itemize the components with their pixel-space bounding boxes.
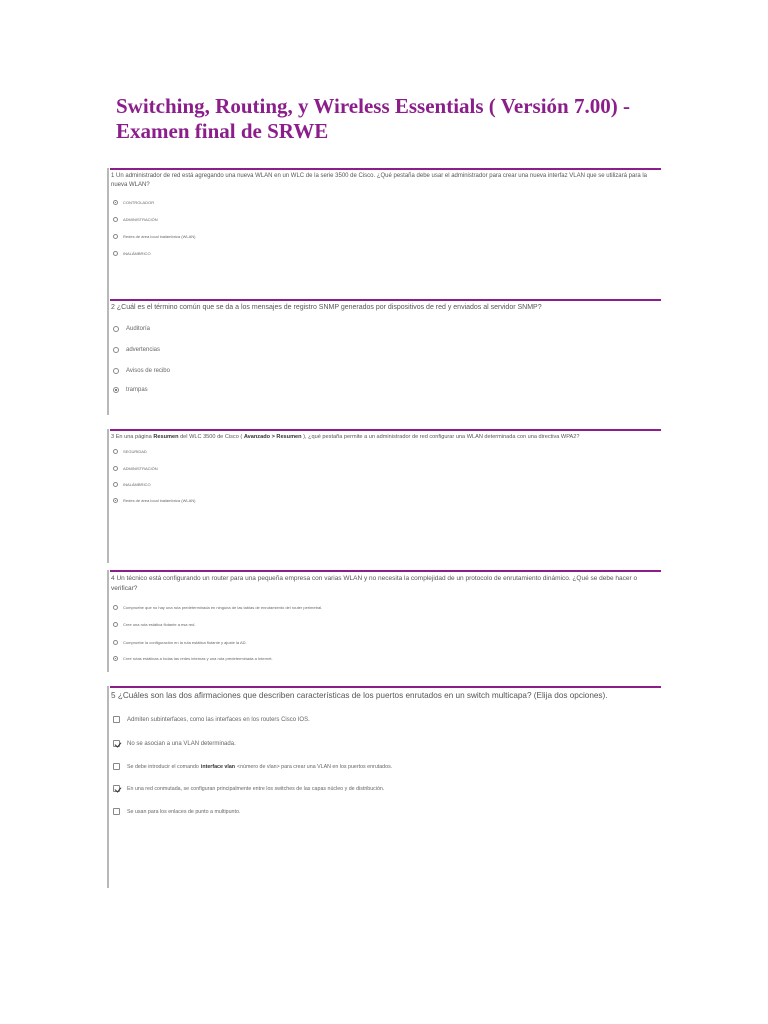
answer-option[interactable] xyxy=(113,740,236,747)
answer-option[interactable] xyxy=(113,326,150,332)
question-number: 5 xyxy=(111,691,116,700)
answer-option[interactable] xyxy=(113,200,154,205)
radio-button-selected[interactable] xyxy=(113,200,118,205)
checkbox-checked[interactable] xyxy=(113,785,120,792)
answer-label: Admiten subinterfaces, como las interfaces en los routers Cisco IOS. xyxy=(127,716,310,723)
answer-label: INALÁMBRICO xyxy=(123,251,151,256)
question-stem-part: ), ¿qué pestaña permite a un administrador de red configurar una WLAN determinada con una directiva WPA2? xyxy=(301,434,580,440)
checkbox-checked[interactable] xyxy=(113,740,120,747)
radio-button[interactable] xyxy=(113,466,118,471)
answer-option[interactable] xyxy=(113,466,158,471)
question-2 xyxy=(107,299,661,415)
question-stem: ¿Cuál es el término común que se da a los mensajes de registro SNMP generados por dispositivos de red y enviados al servidor SNMP? xyxy=(116,304,542,311)
question-text xyxy=(111,690,659,702)
answer-option[interactable] xyxy=(113,449,147,454)
question-number: 3 xyxy=(111,434,115,440)
radio-button[interactable] xyxy=(113,482,118,487)
question-stem: Un técnico está configurando un router para una pequeña empresa con varias WLAN y no necesita la complejidad de un protocolo de enrutamiento dinámico. ¿Qué se debe hacer o verificar? xyxy=(111,575,638,592)
answer-label: trampas xyxy=(126,387,148,393)
answer-option[interactable] xyxy=(113,498,195,503)
document-title xyxy=(116,94,676,144)
answer-label: CONTROLADOR xyxy=(123,200,155,205)
question-top-rule xyxy=(110,168,661,170)
question-text xyxy=(111,574,659,594)
answer-option[interactable] xyxy=(113,763,392,770)
question-left-rule xyxy=(107,168,109,304)
answer-label: Avisos de recibo xyxy=(126,368,170,374)
question-5 xyxy=(107,686,661,888)
radio-button[interactable] xyxy=(113,347,119,353)
answer-label-bold: interface vlan xyxy=(200,763,236,770)
checkbox[interactable] xyxy=(113,808,120,815)
document-title-line-2: Examen final de SRWE xyxy=(116,119,329,143)
question-top-rule xyxy=(110,686,661,688)
answer-label: No se asocian a una VLAN determinada. xyxy=(127,740,236,747)
answer-label: ADMINISTRACIÓN xyxy=(123,217,158,222)
checkbox[interactable] xyxy=(113,763,120,770)
question-stem: Un administrador de red está agregando una nueva WLAN en un WLC de la serie 3500 de Cisco. ¿Qué pestaña debe usar el administrador para crear una nueva interfaz VLAN que se utilizará para la nueva WLAN? xyxy=(111,173,647,188)
answer-option[interactable] xyxy=(113,387,148,393)
answer-label: Compruebe la configuración en la ruta estática flotante y ajuste la AD. xyxy=(123,640,247,645)
question-1 xyxy=(107,168,661,304)
answer-option[interactable] xyxy=(113,808,240,815)
radio-button[interactable] xyxy=(113,251,118,256)
question-stem: ¿Cuáles son las dos afirmaciones que describen características de los puertos enrutados en un switch multicapa? (Elija dos opciones). xyxy=(117,691,608,700)
question-stem-part: En una página xyxy=(115,434,154,440)
answer-option[interactable] xyxy=(113,785,384,792)
answer-label: SEGURIDAD xyxy=(123,449,147,454)
document-title-line-1: Switching, Routing, y Wireless Essentials ( Versión 7.00) - xyxy=(116,94,630,118)
answer-label: Auditoría xyxy=(126,326,151,332)
question-stem-bold: Avanzado > Resumen xyxy=(243,434,302,440)
radio-button-selected[interactable] xyxy=(113,498,118,503)
question-number: 2 xyxy=(111,304,115,311)
answer-label: Redes de área local inalámbrica (WLAN) xyxy=(123,234,196,239)
answer-label-part: Se debe introducir el comando xyxy=(127,763,199,770)
question-text xyxy=(111,303,659,313)
question-stem-part: del WLC 3500 de Cisco ( xyxy=(178,434,244,440)
question-number: 1 xyxy=(111,173,115,179)
answer-option[interactable] xyxy=(113,605,322,610)
radio-button[interactable] xyxy=(113,605,118,610)
question-4 xyxy=(107,570,661,672)
radio-button[interactable] xyxy=(113,449,118,454)
question-left-rule xyxy=(107,429,109,563)
radio-button-selected[interactable] xyxy=(113,656,118,661)
answer-label: advertencias xyxy=(126,347,161,353)
answer-label: Compruebe que no hay una ruta predeterminada en ninguna de las tablas de enrutamiento del router perimetral. xyxy=(123,605,323,610)
question-stem-bold: Resumen xyxy=(153,434,179,440)
answer-label: En una red conmutada, se configuran principalmente entre los switches de las capas núcleo y de distribución. xyxy=(127,785,385,792)
answer-label: Cree una ruta estática flotante a esa red. xyxy=(123,622,196,627)
answer-option[interactable] xyxy=(113,622,196,627)
question-top-rule xyxy=(110,429,661,431)
radio-button[interactable] xyxy=(113,640,118,645)
question-left-rule xyxy=(107,570,109,672)
answer-option[interactable] xyxy=(113,347,160,353)
answer-option[interactable] xyxy=(113,482,151,487)
question-3 xyxy=(107,429,661,563)
radio-button[interactable] xyxy=(113,234,118,239)
answer-option[interactable] xyxy=(113,217,158,222)
answer-label: Redes de área local inalámbrica (WLAN) xyxy=(123,498,196,503)
answer-label: Cree rutas estáticas a todas las redes internas y una ruta predeterminada a Internet. xyxy=(123,656,273,661)
answer-option[interactable] xyxy=(113,251,151,256)
question-left-rule xyxy=(107,686,109,888)
question-text xyxy=(111,172,659,190)
question-number: 4 xyxy=(111,575,115,582)
answer-option[interactable] xyxy=(113,716,310,723)
answer-option[interactable] xyxy=(113,234,195,239)
answer-option[interactable] xyxy=(113,656,273,661)
radio-button-selected[interactable] xyxy=(113,387,119,393)
answer-label: Se usan para los enlaces de punto a multipunto. xyxy=(127,808,241,815)
question-text xyxy=(111,433,659,441)
answer-label-part: <número de vlan> para crear una VLAN en los puertos enrutados. xyxy=(237,763,393,770)
answer-label: ADMINISTRACIÓN xyxy=(123,466,158,471)
question-top-rule xyxy=(110,299,661,301)
radio-button[interactable] xyxy=(113,368,119,374)
answer-label: INALÁMBRICO xyxy=(123,482,151,487)
question-top-rule xyxy=(110,570,661,572)
question-left-rule xyxy=(107,299,109,415)
radio-button[interactable] xyxy=(113,622,118,627)
answer-option[interactable] xyxy=(113,640,247,645)
checkbox[interactable] xyxy=(113,716,120,723)
radio-button[interactable] xyxy=(113,217,118,222)
answer-option[interactable] xyxy=(113,368,170,374)
radio-button[interactable] xyxy=(113,326,119,332)
